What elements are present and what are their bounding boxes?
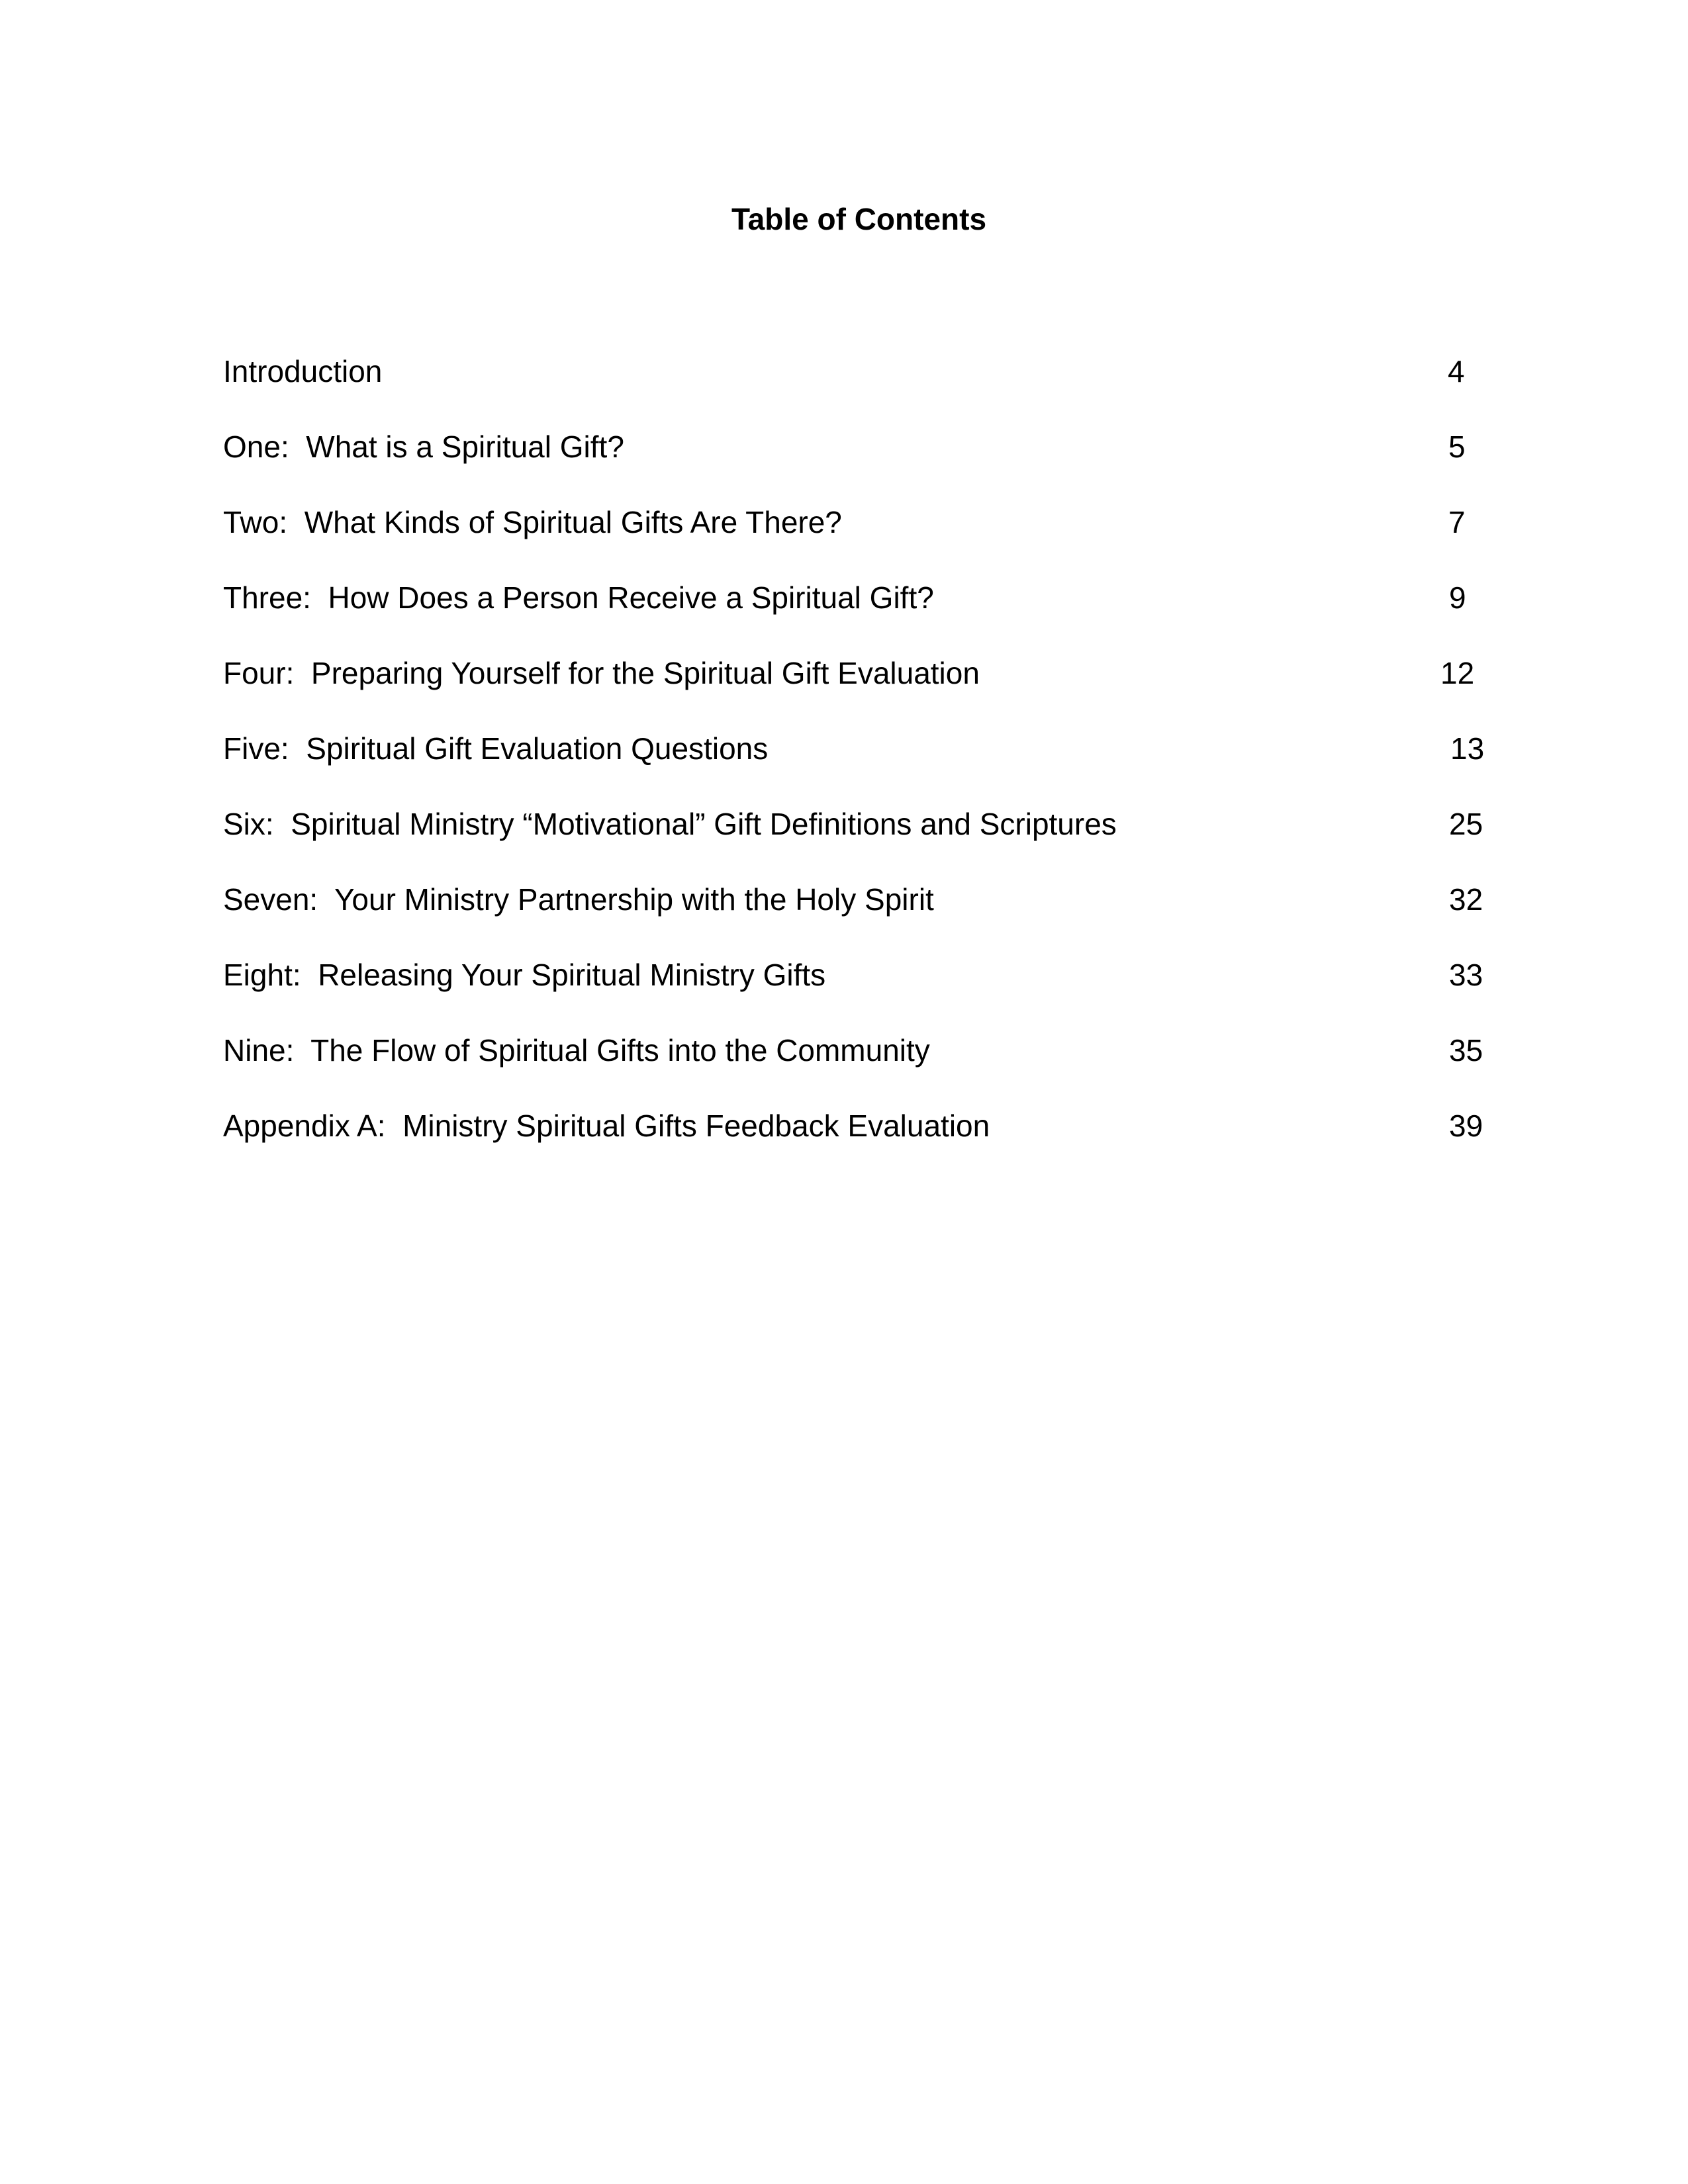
toc-entry-label: Two: What Kinds of Spiritual Gifts Are There? xyxy=(223,505,842,539)
toc-entry-label: Five: Spiritual Gift Evaluation Questions xyxy=(223,731,769,766)
toc-entry-page: 12 xyxy=(1440,656,1475,690)
toc-entry-page: 35 xyxy=(1449,1033,1483,1068)
toc-entry-page: 13 xyxy=(1450,731,1485,766)
toc-entry-introduction[interactable] xyxy=(0,353,1688,390)
toc-entry-two[interactable] xyxy=(0,504,1688,541)
toc-entry-label: Appendix A: Ministry Spiritual Gifts Feedback Evaluation xyxy=(223,1109,990,1143)
toc-entry-label: Four: Preparing Yourself for the Spiritual Gift Evaluation xyxy=(223,656,980,690)
toc-entry-seven[interactable] xyxy=(0,881,1688,918)
toc-entry-page: 25 xyxy=(1449,807,1483,841)
toc-entry-label: Three: How Does a Person Receive a Spiritual Gift? xyxy=(223,580,934,615)
toc-entry-page: 39 xyxy=(1449,1109,1483,1143)
toc-entry-page: 4 xyxy=(1448,354,1465,388)
toc-entry-label: Eight: Releasing Your Spiritual Ministry Gifts xyxy=(223,958,826,992)
toc-entry-page: 9 xyxy=(1449,580,1466,615)
toc-entry-label: Six: Spiritual Ministry “Motivational” Gift Definitions and Scriptures xyxy=(223,807,1117,841)
toc-entry-page: 5 xyxy=(1448,430,1466,464)
toc-entry-page: 7 xyxy=(1448,505,1466,539)
toc-entry-label: Introduction xyxy=(223,354,383,388)
toc-entry-page: 32 xyxy=(1449,882,1483,917)
toc-entry-nine[interactable] xyxy=(0,1032,1688,1069)
toc-entry-label: Seven: Your Ministry Partnership with the Holy Spirit xyxy=(223,882,934,917)
toc-entry-page: 33 xyxy=(1449,958,1483,992)
page-title: Table of Contents xyxy=(731,202,987,236)
toc-entry-one[interactable] xyxy=(0,428,1688,465)
toc-entry-five[interactable] xyxy=(0,730,1688,767)
toc-entry-eight[interactable] xyxy=(0,956,1688,993)
toc-entry-appendix-a[interactable] xyxy=(0,1107,1688,1144)
toc-entry-six[interactable] xyxy=(0,805,1688,842)
toc-entry-label: One: What is a Spiritual Gift? xyxy=(223,430,624,464)
toc-entry-three[interactable] xyxy=(0,579,1688,616)
toc-entry-four[interactable] xyxy=(0,655,1688,692)
toc-entry-label: Nine: The Flow of Spiritual Gifts into the Community xyxy=(223,1033,930,1068)
